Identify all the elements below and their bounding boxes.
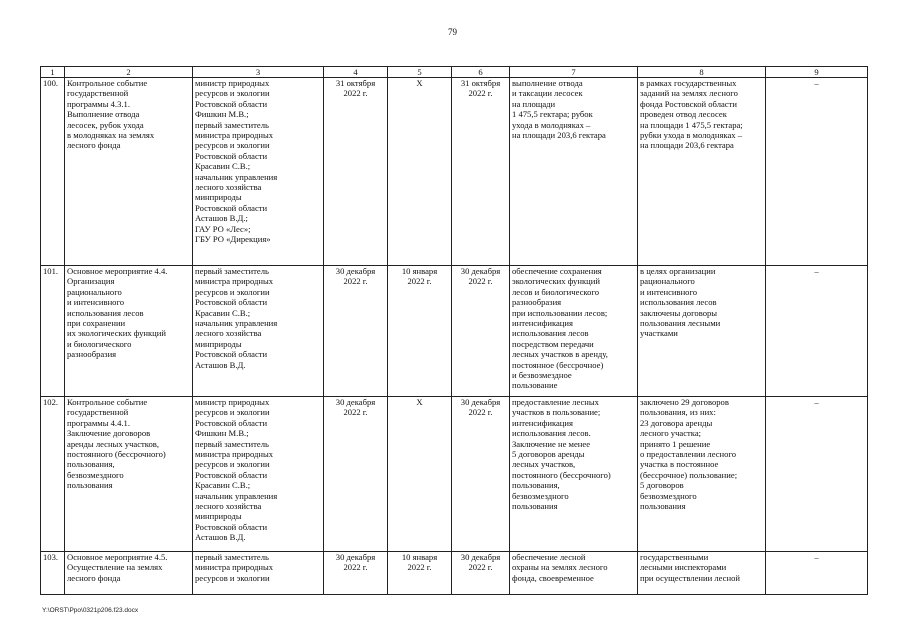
end-date: 30 декабря 2022 г. <box>452 552 510 595</box>
start-date: Х <box>388 397 452 552</box>
planned-result: выполнение отвода и таксации лесосек на площади 1 475,5 гектара; рубок ухода в молодняках – на площади 203,6 гектара <box>510 78 638 266</box>
header-row <box>41 67 868 78</box>
row-number: 102. <box>41 397 65 552</box>
responsible: первый заместитель министра природных ресурсов и экологии Ростовской области Красавин С.В.; начальник управления лесного хозяйства минприроды Ростовской области Асташов В.Д. <box>193 266 324 397</box>
actual-result: в рамках государственных заданий на землях лесного фонда Ростовской области проведен отвод лесосек на площади 1 475,5 гектара; рубки ухода в молодняках – на площади 203,6 гектара <box>638 78 766 266</box>
header-col-7: 7 <box>510 67 638 78</box>
planned-date: 30 декабря 2022 г. <box>324 266 388 397</box>
start-date: Х <box>388 78 452 266</box>
start-date: 10 января 2022 г. <box>388 552 452 595</box>
report-table <box>40 66 868 595</box>
responsible: министр природных ресурсов и экологии Ростовской области Фишкин М.В.; первый заместитель министра природных ресурсов и экологии Ростовской области Красавин С.В.; начальник управления лесного хозяйства минприроды Ростовской области Асташов В.Д. <box>193 397 324 552</box>
responsible: первый заместитель министра природных ресурсов и экологии <box>193 552 324 595</box>
planned-date: 30 декабря 2022 г. <box>324 397 388 552</box>
planned-result: предоставление лесных участков в пользование; интенсификация использования лесов. Заключение не менее 5 договоров аренды лесных участков, постоянного (бессрочного) пользования, безвозмездного пользования <box>510 397 638 552</box>
header-col-4: 4 <box>324 67 388 78</box>
actual-result: государственными лесными инспекторами при осуществлении лесной <box>638 552 766 595</box>
actual-result: в целях организации рационального и интенсивного использования лесов заключены договоры пользования лесными участками <box>638 266 766 397</box>
notes: – <box>766 552 868 595</box>
notes: – <box>766 78 868 266</box>
header-col-8: 8 <box>638 67 766 78</box>
header-col-1: 1 <box>41 67 65 78</box>
table-row <box>41 552 868 595</box>
notes: – <box>766 397 868 552</box>
page-number: 79 <box>448 27 457 37</box>
planned-date: 31 октября 2022 г. <box>324 78 388 266</box>
responsible: министр природных ресурсов и экологии Ростовской области Фишкин М.В.; первый заместитель министра природных ресурсов и экологии Ростовской области Красавин С.В.; начальник управления лесного хозяйства минприроды Ростовской области Асташов В.Д.; ГАУ РО «Лес»; ГБУ РО «Дирекция» <box>193 78 324 266</box>
table-row <box>41 266 868 397</box>
header-col-3: 3 <box>193 67 324 78</box>
end-date: 30 декабря 2022 г. <box>452 266 510 397</box>
header-col-9: 9 <box>766 67 868 78</box>
planned-date: 30 декабря 2022 г. <box>324 552 388 595</box>
notes: – <box>766 266 868 397</box>
table-row <box>41 78 868 266</box>
event-name: Контрольное событие государственной программы 4.3.1. Выполнение отвода лесосек, рубок ухода в молодняках на землях лесного фонда <box>65 78 193 266</box>
header-col-6: 6 <box>452 67 510 78</box>
planned-result: обеспечение лесной охраны на землях лесного фонда, своевременное <box>510 552 638 595</box>
row-number: 103. <box>41 552 65 595</box>
end-date: 31 октября 2022 г. <box>452 78 510 266</box>
end-date: 30 декабря 2022 г. <box>452 397 510 552</box>
header-col-2: 2 <box>65 67 193 78</box>
table-row <box>41 397 868 552</box>
row-number: 100. <box>41 78 65 266</box>
row-number: 101. <box>41 266 65 397</box>
file-path: Y:\ORST\Ppo\0321p206.f23.docx <box>42 607 139 614</box>
start-date: 10 января 2022 г. <box>388 266 452 397</box>
planned-result: обеспечение сохранения экологических функций лесов и биологического разнообразия при использовании лесов; интенсификация использования лесов посредством передачи лесных участков в аренду, постоянное (бессрочное) и безвозмездное пользование <box>510 266 638 397</box>
actual-result: заключено 29 договоров пользования, из них: 23 договора аренды лесного участка; принято 1 решение о предоставлении лесного участка в постоянное (бессрочное) пользование; 5 договоров безвозмездного пользования <box>638 397 766 552</box>
event-name: Контрольное событие государственной программы 4.4.1. Заключение договоров аренды лесных участков, постоянного (бессрочного) пользования, безвозмездного пользования <box>65 397 193 552</box>
event-name: Основное мероприятие 4.4. Организация рационального и интенсивного использования лесов при сохранении их экологических функций и биологического разнообразия <box>65 266 193 397</box>
event-name: Основное мероприятие 4.5. Осуществление на землях лесного фонда <box>65 552 193 595</box>
header-col-5: 5 <box>388 67 452 78</box>
